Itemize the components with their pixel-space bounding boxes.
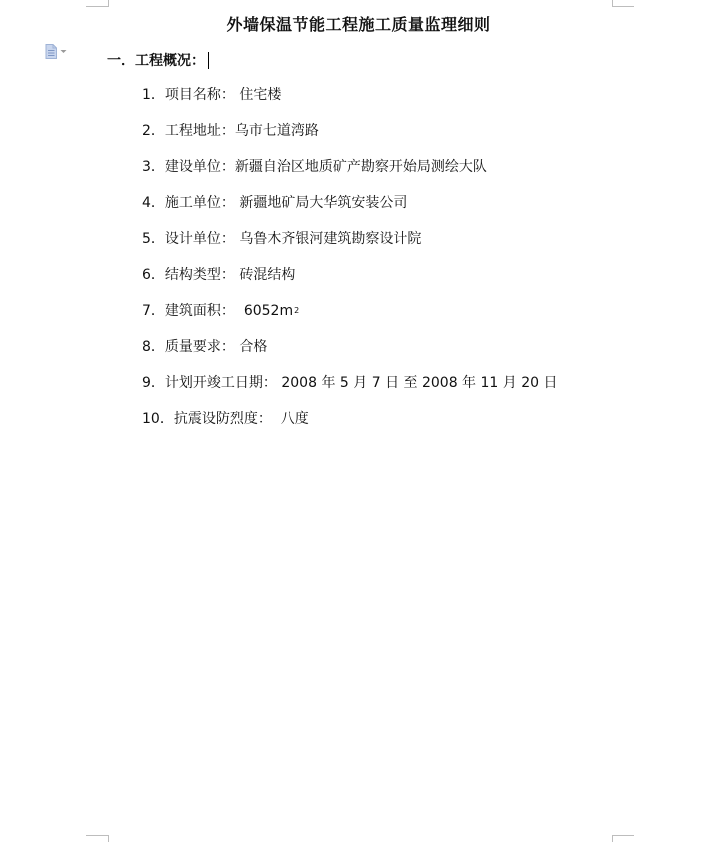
section-heading: [107, 50, 209, 70]
item-label: 结构类型：: [164, 267, 235, 283]
text-cursor: [208, 52, 209, 69]
crop-mark: [612, 835, 634, 836]
item-number: 10．: [142, 411, 174, 427]
project-overview-list: [142, 86, 557, 446]
crop-mark: [108, 835, 109, 842]
list-item: [142, 266, 557, 302]
document-icon: [45, 44, 57, 59]
item-value: 2008 年 5 月 7 日 至 2008 年 11 月 20 日: [276, 375, 558, 391]
crop-mark: [86, 835, 108, 836]
item-number: 3．: [142, 159, 165, 175]
list-item: [142, 230, 557, 266]
item-label: 施工单位：: [164, 195, 235, 211]
item-number: 8．: [142, 339, 165, 355]
item-value: 住宅楼: [234, 87, 282, 103]
section-heading-text: 一．工程概况：: [107, 53, 205, 69]
item-number: 7．: [142, 303, 165, 319]
item-value: 砖混结构: [234, 267, 296, 283]
item-number: 5．: [142, 231, 165, 247]
item-number: 9．: [142, 375, 165, 391]
chevron-down-icon: [60, 49, 67, 54]
crop-mark: [86, 6, 108, 7]
item-label: 项目名称：: [164, 87, 235, 103]
paste-options-button[interactable]: [45, 43, 75, 59]
item-value: 乌市七道湾路: [234, 123, 319, 139]
crop-mark: [612, 6, 634, 7]
item-value: 合格: [234, 339, 268, 355]
item-number: 2．: [142, 123, 165, 139]
list-item: [142, 410, 557, 446]
crop-mark: [612, 0, 613, 7]
list-item: [142, 194, 557, 230]
item-value: 八度: [271, 411, 309, 427]
crop-mark: [612, 835, 613, 842]
item-number: 4．: [142, 195, 165, 211]
list-item: [142, 302, 557, 338]
item-label: 工程地址：: [164, 123, 235, 139]
crop-mark: [108, 0, 109, 7]
list-item: [142, 338, 557, 374]
item-number: 6．: [142, 267, 165, 283]
superscript-unit: 2: [294, 306, 300, 315]
item-label: 质量要求：: [164, 339, 235, 355]
item-label: 建筑面积：: [164, 303, 235, 319]
item-label: 建设单位：: [164, 159, 235, 175]
document-title: 外墙保温节能工程施工质量监理细则: [226, 15, 491, 34]
list-item: [142, 158, 557, 194]
item-value: 新疆自治区地质矿产勘察开始局测绘大队: [234, 159, 487, 175]
list-item: [142, 122, 557, 158]
list-item: [142, 374, 557, 410]
item-label: 设计单位：: [164, 231, 235, 247]
item-label: 抗震设防烈度：: [173, 411, 272, 427]
list-item: [142, 86, 557, 122]
item-value: 6052m: [234, 303, 294, 319]
item-value: 乌鲁木齐银河建筑勘察设计院: [234, 231, 422, 247]
item-label: 计划开竣工日期：: [164, 375, 277, 391]
item-number: 1．: [142, 87, 165, 103]
item-value: 新疆地矿局大华筑安装公司: [234, 195, 408, 211]
